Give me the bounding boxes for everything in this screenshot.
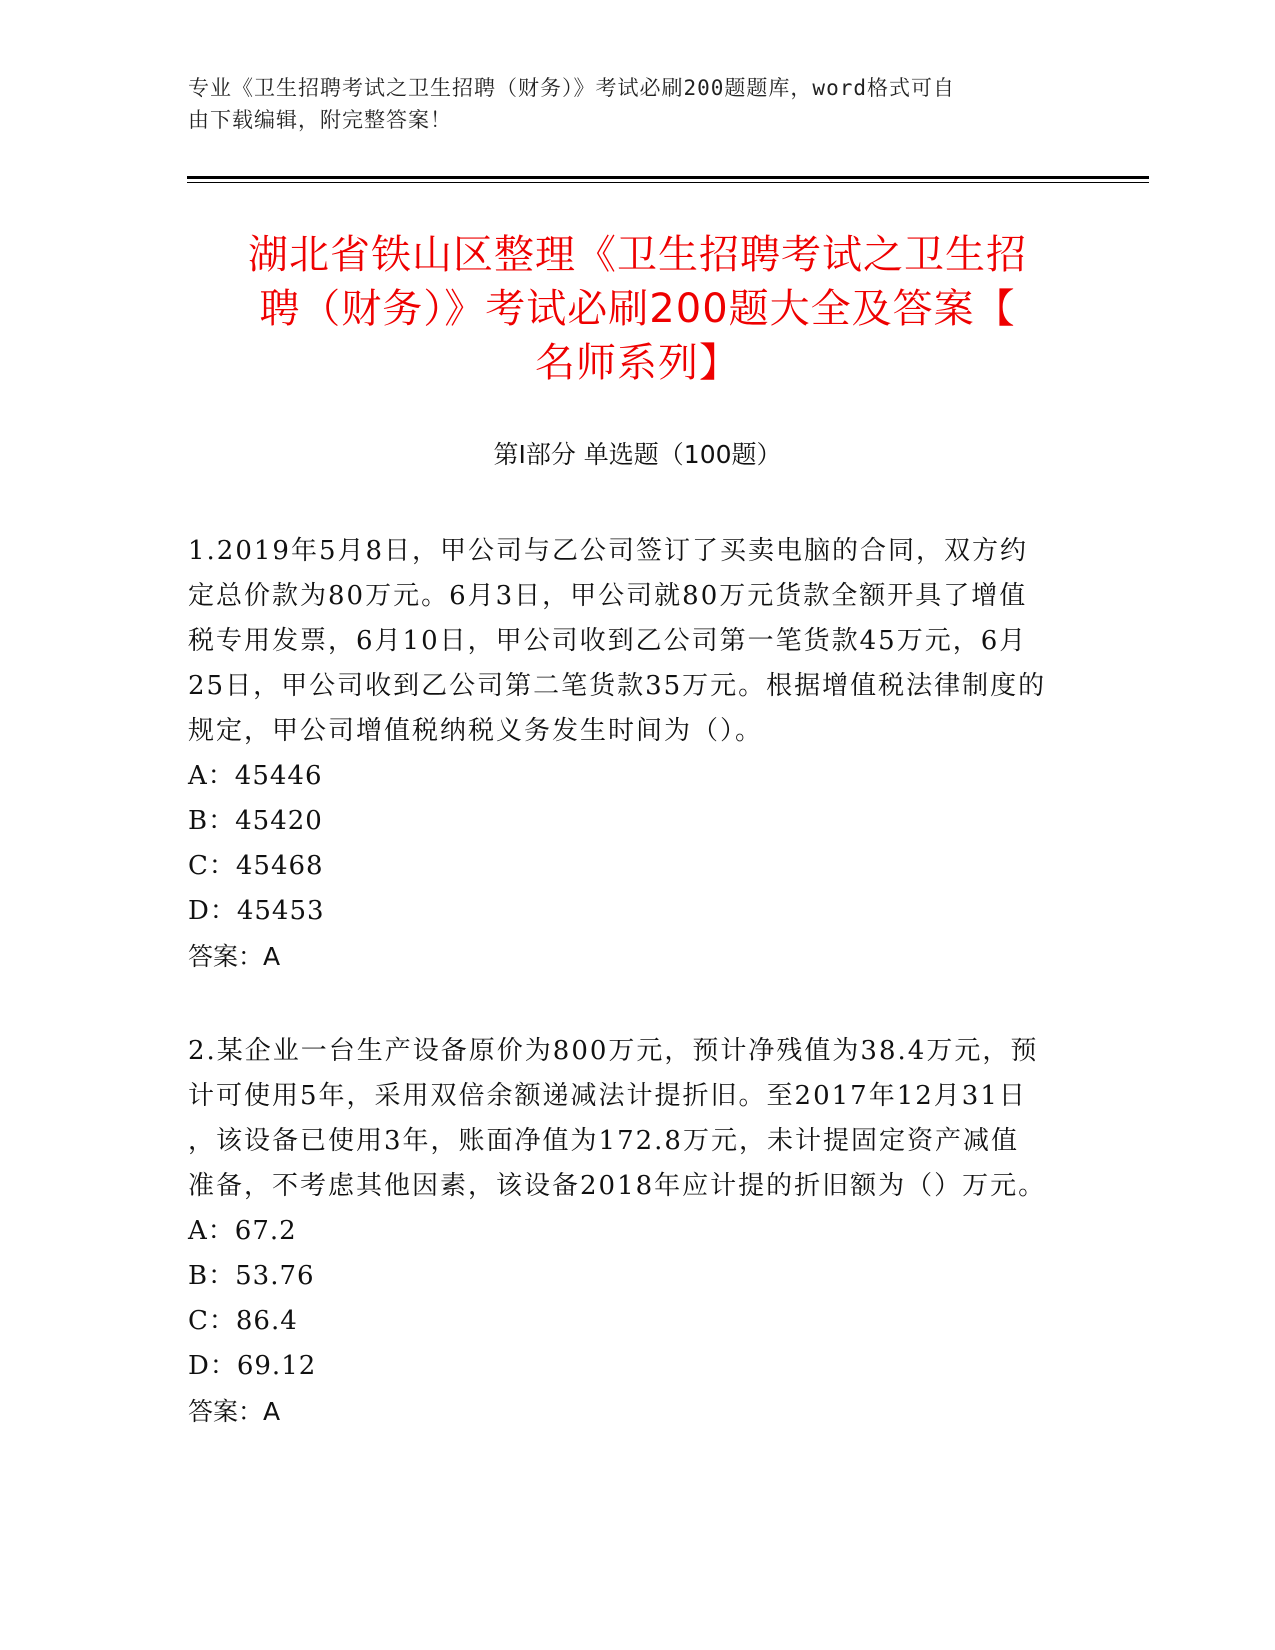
- document-title: [190, 228, 1085, 390]
- document-title-line: 聘（财务）》考试必刷200题大全及答案【: [259, 286, 1016, 332]
- option-d: D：69.12: [188, 1351, 317, 1381]
- header-divider-thin: [187, 182, 1149, 183]
- header-note-line: 由下载编辑，附完整答案！: [188, 108, 452, 132]
- question-stem-line: 税专用发票，6月10日，甲公司收到乙公司第一笔货款45万元，6月: [188, 626, 1028, 656]
- option-a: A：45446: [188, 761, 323, 791]
- question-stem-line: ，该设备已使用3年，账面净值为172.8万元，未计提固定资产减值: [188, 1126, 1019, 1156]
- header-note: [188, 72, 1068, 136]
- header-divider-thick: [187, 176, 1149, 179]
- option-d: D：45453: [188, 896, 325, 926]
- question-stem-line: 规定，甲公司增值税纳税义务发生时间为（）。: [188, 716, 764, 746]
- answer-line: 答案：A: [188, 1397, 281, 1426]
- option-c: C：45468: [188, 851, 324, 881]
- header-note-line: 专业《卫生招聘考试之卫生招聘（财务）》考试必刷200题题库，word格式可自: [188, 76, 955, 100]
- answer-line: 答案：A: [188, 942, 281, 971]
- document-title-line: 湖北省铁山区整理《卫生招聘考试之卫生招: [248, 232, 1027, 278]
- question-stem-line: 准备，不考虑其他因素，该设备2018年应计提的折旧额为（）万元。: [188, 1171, 1047, 1201]
- section-heading: 第Ⅰ部分 单选题（100题）: [493, 440, 782, 469]
- question-stem-line: 定总价款为80万元。6月3日，甲公司就80万元货款全额开具了增值: [188, 581, 1028, 611]
- option-b: B：53.76: [188, 1261, 315, 1291]
- document-title-line: 名师系列】: [535, 340, 740, 386]
- question-item: [188, 1029, 1080, 1434]
- option-c: C：86.4: [188, 1306, 298, 1336]
- question-stem-line: 计可使用5年，采用双倍余额递减法计提折旧。至2017年12月31日: [188, 1081, 1027, 1111]
- question-stem-line: 2.某企业一台生产设备原价为800万元，预计净残值为38.4万元，预: [188, 1036, 1039, 1066]
- question-stem-line: 25日，甲公司收到乙公司第二笔货款35万元。根据增值税法律制度的: [188, 671, 1047, 701]
- option-b: B：45420: [188, 806, 323, 836]
- option-a: A：67.2: [188, 1216, 297, 1246]
- question-stem-line: 1.2019年5月8日，甲公司与乙公司签订了买卖电脑的合同，双方约: [188, 536, 1029, 566]
- question-item: [188, 529, 1080, 979]
